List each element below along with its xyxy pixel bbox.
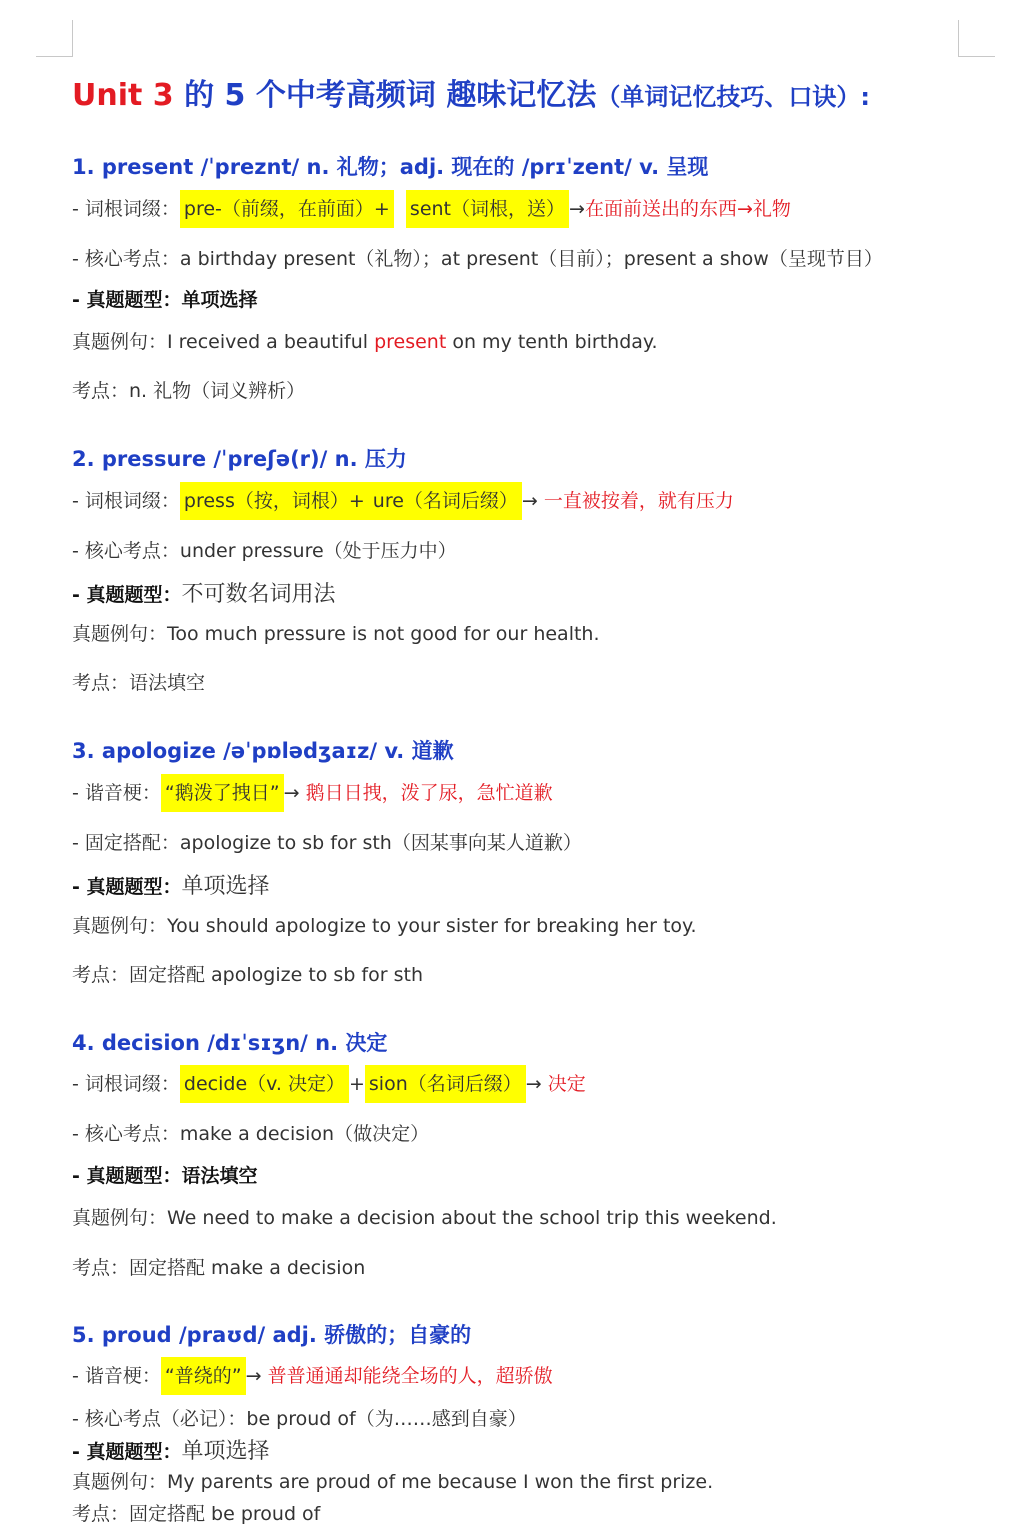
entry-collocation-apologize: - 固定搭配：apologize to sb for sth（因某事向某人道歉）: [72, 832, 582, 854]
entry-morphology-decision: - 词根词缀： decide（v. 决定） + sion（名词后缀） → 决定: [72, 1069, 586, 1096]
entry-question-type-proud: - 真题题型：单项选择: [72, 1439, 270, 1464]
highlight-mnemonic: “普绕的”: [161, 1357, 246, 1395]
title-sub: （单词记忆技巧、口诀）:: [596, 83, 870, 111]
entry-question-type-apologize: - 真题题型：单项选择: [72, 874, 270, 899]
highlight-root: press（按，词根）+: [180, 482, 369, 520]
highlight-suffix: ure（名词后缀）: [369, 482, 522, 520]
page-corner-mark-right: [958, 20, 995, 57]
entry-key-point-present: - 核心考点：a birthday present（礼物）；at present（目前）；present a show（呈现节目）: [72, 248, 883, 270]
entry-test-point-apologize: 考点：固定搭配 apologize to sb for sth: [72, 964, 423, 986]
highlight-suffix: sion（名词后缀）: [365, 1065, 526, 1103]
page-title: [72, 70, 870, 114]
highlight-prefix: pre-（前缀，在前面）+: [180, 190, 394, 228]
entry-example-proud: 真题例句：My parents are proud of me because I won the first prize.: [72, 1471, 714, 1493]
highlight-root: decide（v. 决定）: [180, 1065, 349, 1103]
entry-heading-present: 1. present /ˈpreznt/ n. 礼物；adj. 现在的 /prɪˈzent/ v. 呈现: [72, 155, 709, 179]
entry-example-decision: 真题例句：We need to make a decision about the school trip this weekend.: [72, 1207, 777, 1229]
entry-test-point-present: 考点：n. 礼物（词义辨析）: [72, 380, 306, 402]
entry-heading-pressure: 2. pressure /ˈpreʃə(r)/ n. 压力: [72, 447, 407, 471]
entry-example-pressure: 真题例句：Too much pressure is not good for our health.: [72, 623, 600, 645]
entry-key-point-pressure: - 核心考点：under pressure（处于压力中）: [72, 540, 457, 562]
entry-mnemonic-proud: - 谐音梗： “普绕的” → 普普通通却能绕全场的人，超骄傲: [72, 1361, 553, 1388]
highlight-mnemonic: “鹅泼了拽日”: [161, 774, 284, 812]
page-corner-mark-left: [36, 20, 73, 57]
entry-morphology-present: - 词根词缀： pre-（前缀，在前面）+ sent（词根，送） →在面前送出的东西→礼物: [72, 194, 791, 221]
highlight-root: sent（词根，送）: [406, 190, 569, 228]
entry-heading-proud: 5. proud /praʊd/ adj. 骄傲的；自豪的: [72, 1323, 472, 1347]
entry-key-point-proud: - 核心考点（必记）：be proud of（为……感到自豪）: [72, 1408, 527, 1430]
entry-test-point-proud: 考点：固定搭配 be proud of: [72, 1503, 321, 1525]
entry-example-apologize: 真题例句：You should apologize to your sister for breaking her toy.: [72, 915, 697, 937]
title-main: 的 5 个中考高频词 趣味记忆法: [173, 78, 597, 113]
entry-test-point-decision: 考点：固定搭配 make a decision: [72, 1257, 366, 1279]
entry-question-type-pressure: - 真题题型：不可数名词用法: [72, 582, 336, 607]
entry-example-present: 真题例句：I received a beautiful present on my tenth birthday.: [72, 331, 658, 353]
title-unit: Unit 3: [72, 78, 174, 113]
entry-question-type-decision: - 真题题型：语法填空: [72, 1165, 258, 1187]
entry-mnemonic-apologize: - 谐音梗： “鹅泼了拽日” → 鹅日日拽，泼了尿，急忙道歉: [72, 778, 553, 805]
entry-question-type-present: - 真题题型：单项选择: [72, 289, 258, 311]
entry-heading-decision: 4. decision /dɪˈsɪʒn/ n. 决定: [72, 1031, 388, 1055]
entry-key-point-decision: - 核心考点：make a decision（做决定）: [72, 1123, 430, 1145]
entry-heading-apologize: 3. apologize /əˈpɒlədʒaɪz/ v. 道歉: [72, 739, 454, 763]
entry-morphology-pressure: - 词根词缀： press（按，词根）+ ure（名词后缀） → 一直被按着，就有压力: [72, 486, 734, 513]
entry-test-point-pressure: 考点：语法填空: [72, 672, 206, 694]
